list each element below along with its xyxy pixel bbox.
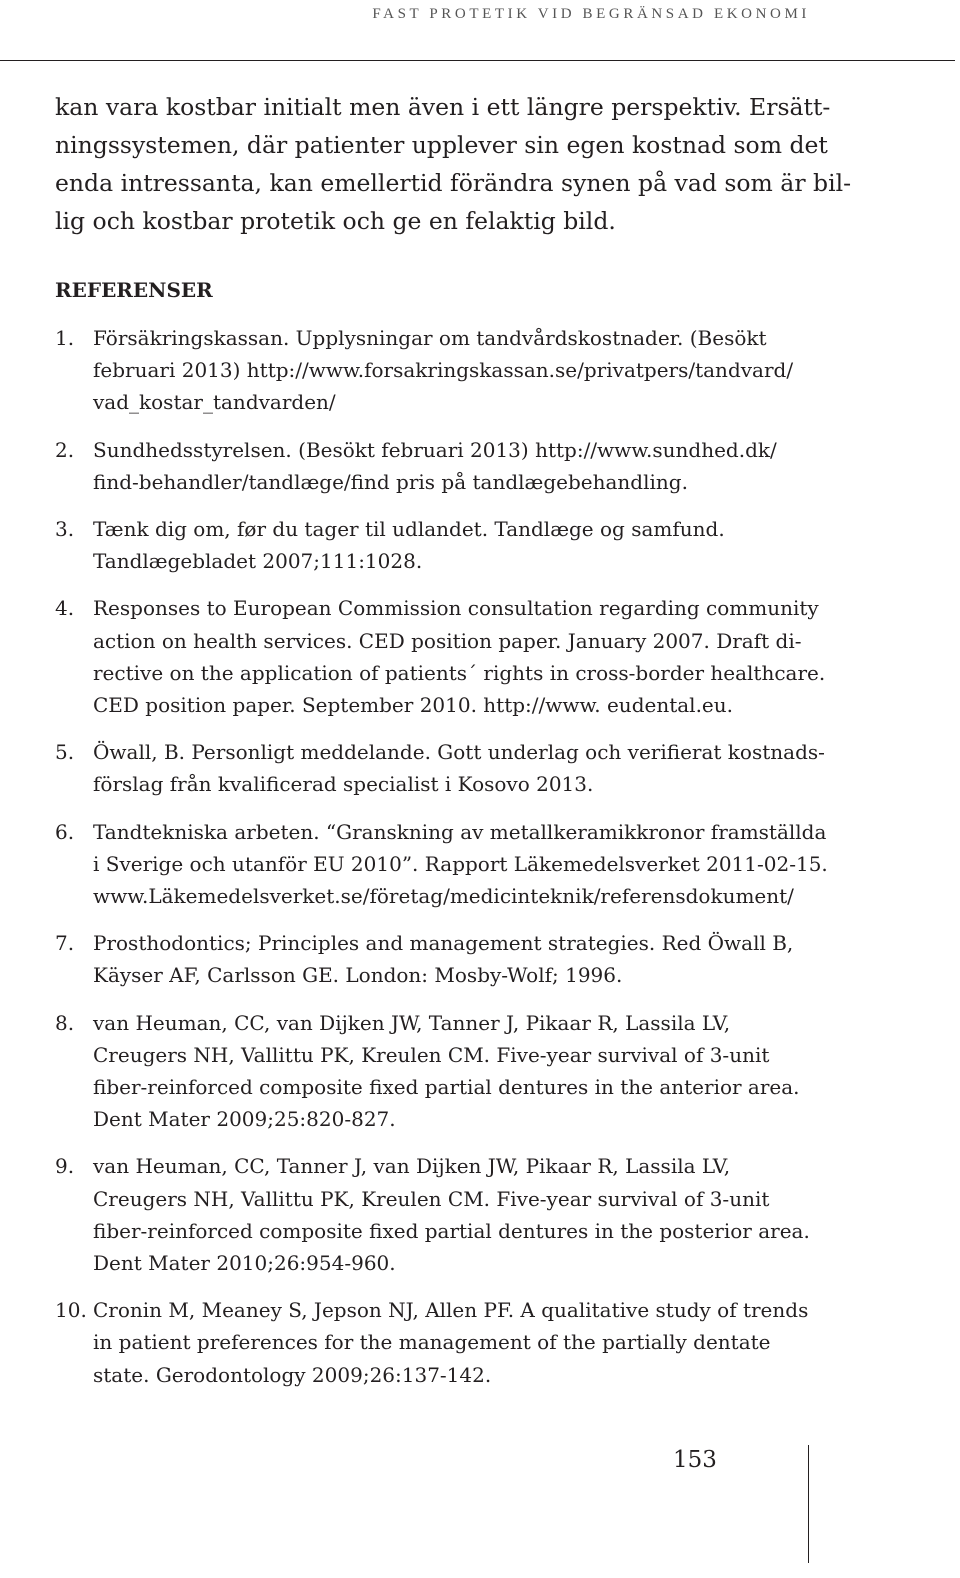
reference-line: Tænk dig om, før du tager til udlandet. Tandlæge og samfund.: [93, 517, 725, 542]
reference-text: [93, 1294, 960, 1391]
reference-line: Dent Mater 2009;25:820-827.: [93, 1107, 396, 1132]
reference-item: [0, 322, 960, 419]
reference-line: februari 2013) http://www.forsakringskassan.se/privatpers/tandvard/: [93, 358, 794, 383]
reference-line: Tandtekniska arbeten. “Granskning av metallkeramikkronor framställda: [93, 819, 827, 844]
reference-line: action on health services. CED position paper. January 2007. Draft di-: [93, 628, 802, 653]
running-header: FAST PROTETIK VID BEGRÄNSAD EKONOMI: [372, 6, 810, 22]
reference-text: [93, 736, 960, 800]
reference-line: van Heuman, CC, van Dijken JW, Tanner J, Pikaar R, Lassila LV,: [93, 1010, 731, 1035]
reference-line: www.Läkemedelsverket.se/företag/medicinteknik/referensdokument/: [93, 884, 794, 909]
reference-line: Tandlægebladet 2007;111:1028.: [93, 549, 423, 574]
reference-line: Öwall, B. Personligt meddelande. Gott underlag och verifierat kostnads-: [93, 740, 825, 765]
reference-number: 7.: [55, 931, 75, 956]
reference-text: [93, 816, 960, 913]
body-line: kan vara kostbar initialt men även i ett längre perspektiv. Ersätt-: [55, 93, 831, 121]
page-number-rule: [808, 1445, 809, 1563]
reference-number: 6.: [55, 819, 75, 844]
reference-number: 3.: [55, 517, 75, 542]
references-heading: REFERENSER: [55, 278, 213, 302]
reference-number: 10.: [55, 1298, 87, 1323]
reference-line: i Sverige och utanför EU 2010”. Rapport Läkemedelsverket 2011-02-15.: [93, 851, 828, 876]
reference-line: Cronin M, Meaney S, Jepson NJ, Allen PF. A qualitative study of trends: [93, 1298, 809, 1323]
reference-item: [0, 1007, 960, 1136]
reference-line: Prosthodontics; Principles and management strategies. Red Öwall B,: [93, 931, 794, 956]
reference-text: [93, 592, 960, 721]
reference-line: fiber-reinforced composite fixed partial dentures in the posterior area.: [93, 1218, 810, 1243]
reference-line: find-behandler/tandlæge/find pris på tandlægebehandling.: [93, 469, 688, 494]
body-paragraph: [55, 88, 852, 240]
reference-item: [0, 434, 960, 498]
reference-line: förslag från kvalificerad specialist i Kosovo 2013.: [93, 772, 594, 797]
reference-number: 2.: [55, 437, 75, 462]
body-line: enda intressanta, kan emellertid förändra synen på vad som är bil-: [55, 169, 852, 197]
reference-text: [93, 322, 960, 419]
body-line: ningssystemen, där patienter upplever sin egen kostnad som det: [55, 131, 828, 159]
header-divider: [0, 60, 955, 61]
reference-number: 1.: [55, 326, 75, 350]
reference-line: rective on the application of patients´ rights in cross-border healthcare.: [93, 660, 826, 685]
reference-line: fiber-reinforced composite fixed partial dentures in the anterior area.: [93, 1075, 800, 1100]
reference-line: Försäkringskassan. Upplysningar om tandvårdskostnader. (Besökt: [93, 326, 767, 350]
body-line: lig och kostbar protetik och ge en felaktig bild.: [55, 207, 616, 235]
reference-line: van Heuman, CC, Tanner J, van Dijken JW, Pikaar R, Lassila LV,: [93, 1154, 731, 1179]
reference-line: CED position paper. September 2010. http://www. eudental.eu.: [93, 693, 733, 718]
reference-item: [0, 1294, 960, 1391]
reference-line: state. Gerodontology 2009;26:137-142.: [93, 1362, 492, 1387]
reference-number: 8.: [55, 1010, 75, 1035]
reference-item: [0, 816, 960, 913]
reference-line: Creugers NH, Vallittu PK, Kreulen CM. Five-year survival of 3-unit: [93, 1042, 770, 1067]
reference-item: [0, 513, 960, 577]
reference-line: Sundhedsstyrelsen. (Besökt februari 2013) http://www.sundhed.dk/: [93, 437, 777, 462]
reference-item: [0, 592, 960, 721]
reference-item: [0, 1150, 960, 1279]
reference-line: Responses to European Commission consultation regarding community: [93, 596, 819, 621]
reference-line: Käyser AF, Carlsson GE. London: Mosby-Wolf; 1996.: [93, 963, 623, 988]
reference-number: 5.: [55, 740, 75, 765]
reference-text: [93, 927, 960, 991]
reference-list: [0, 322, 960, 1406]
reference-number: 4.: [55, 596, 75, 621]
reference-line: Dent Mater 2010;26:954-960.: [93, 1251, 396, 1276]
reference-item: [0, 736, 960, 800]
reference-text: [93, 1150, 960, 1279]
reference-text: [93, 434, 960, 498]
reference-line: vad_kostar_tandvarden/: [93, 390, 336, 415]
page-number: 153: [673, 1447, 717, 1473]
reference-text: [93, 513, 960, 577]
reference-item: [0, 927, 960, 991]
reference-line: Creugers NH, Vallittu PK, Kreulen CM. Five-year survival of 3-unit: [93, 1186, 770, 1211]
reference-line: in patient preferences for the management of the partially dentate: [93, 1330, 771, 1355]
reference-text: [93, 1007, 960, 1136]
reference-number: 9.: [55, 1154, 75, 1179]
